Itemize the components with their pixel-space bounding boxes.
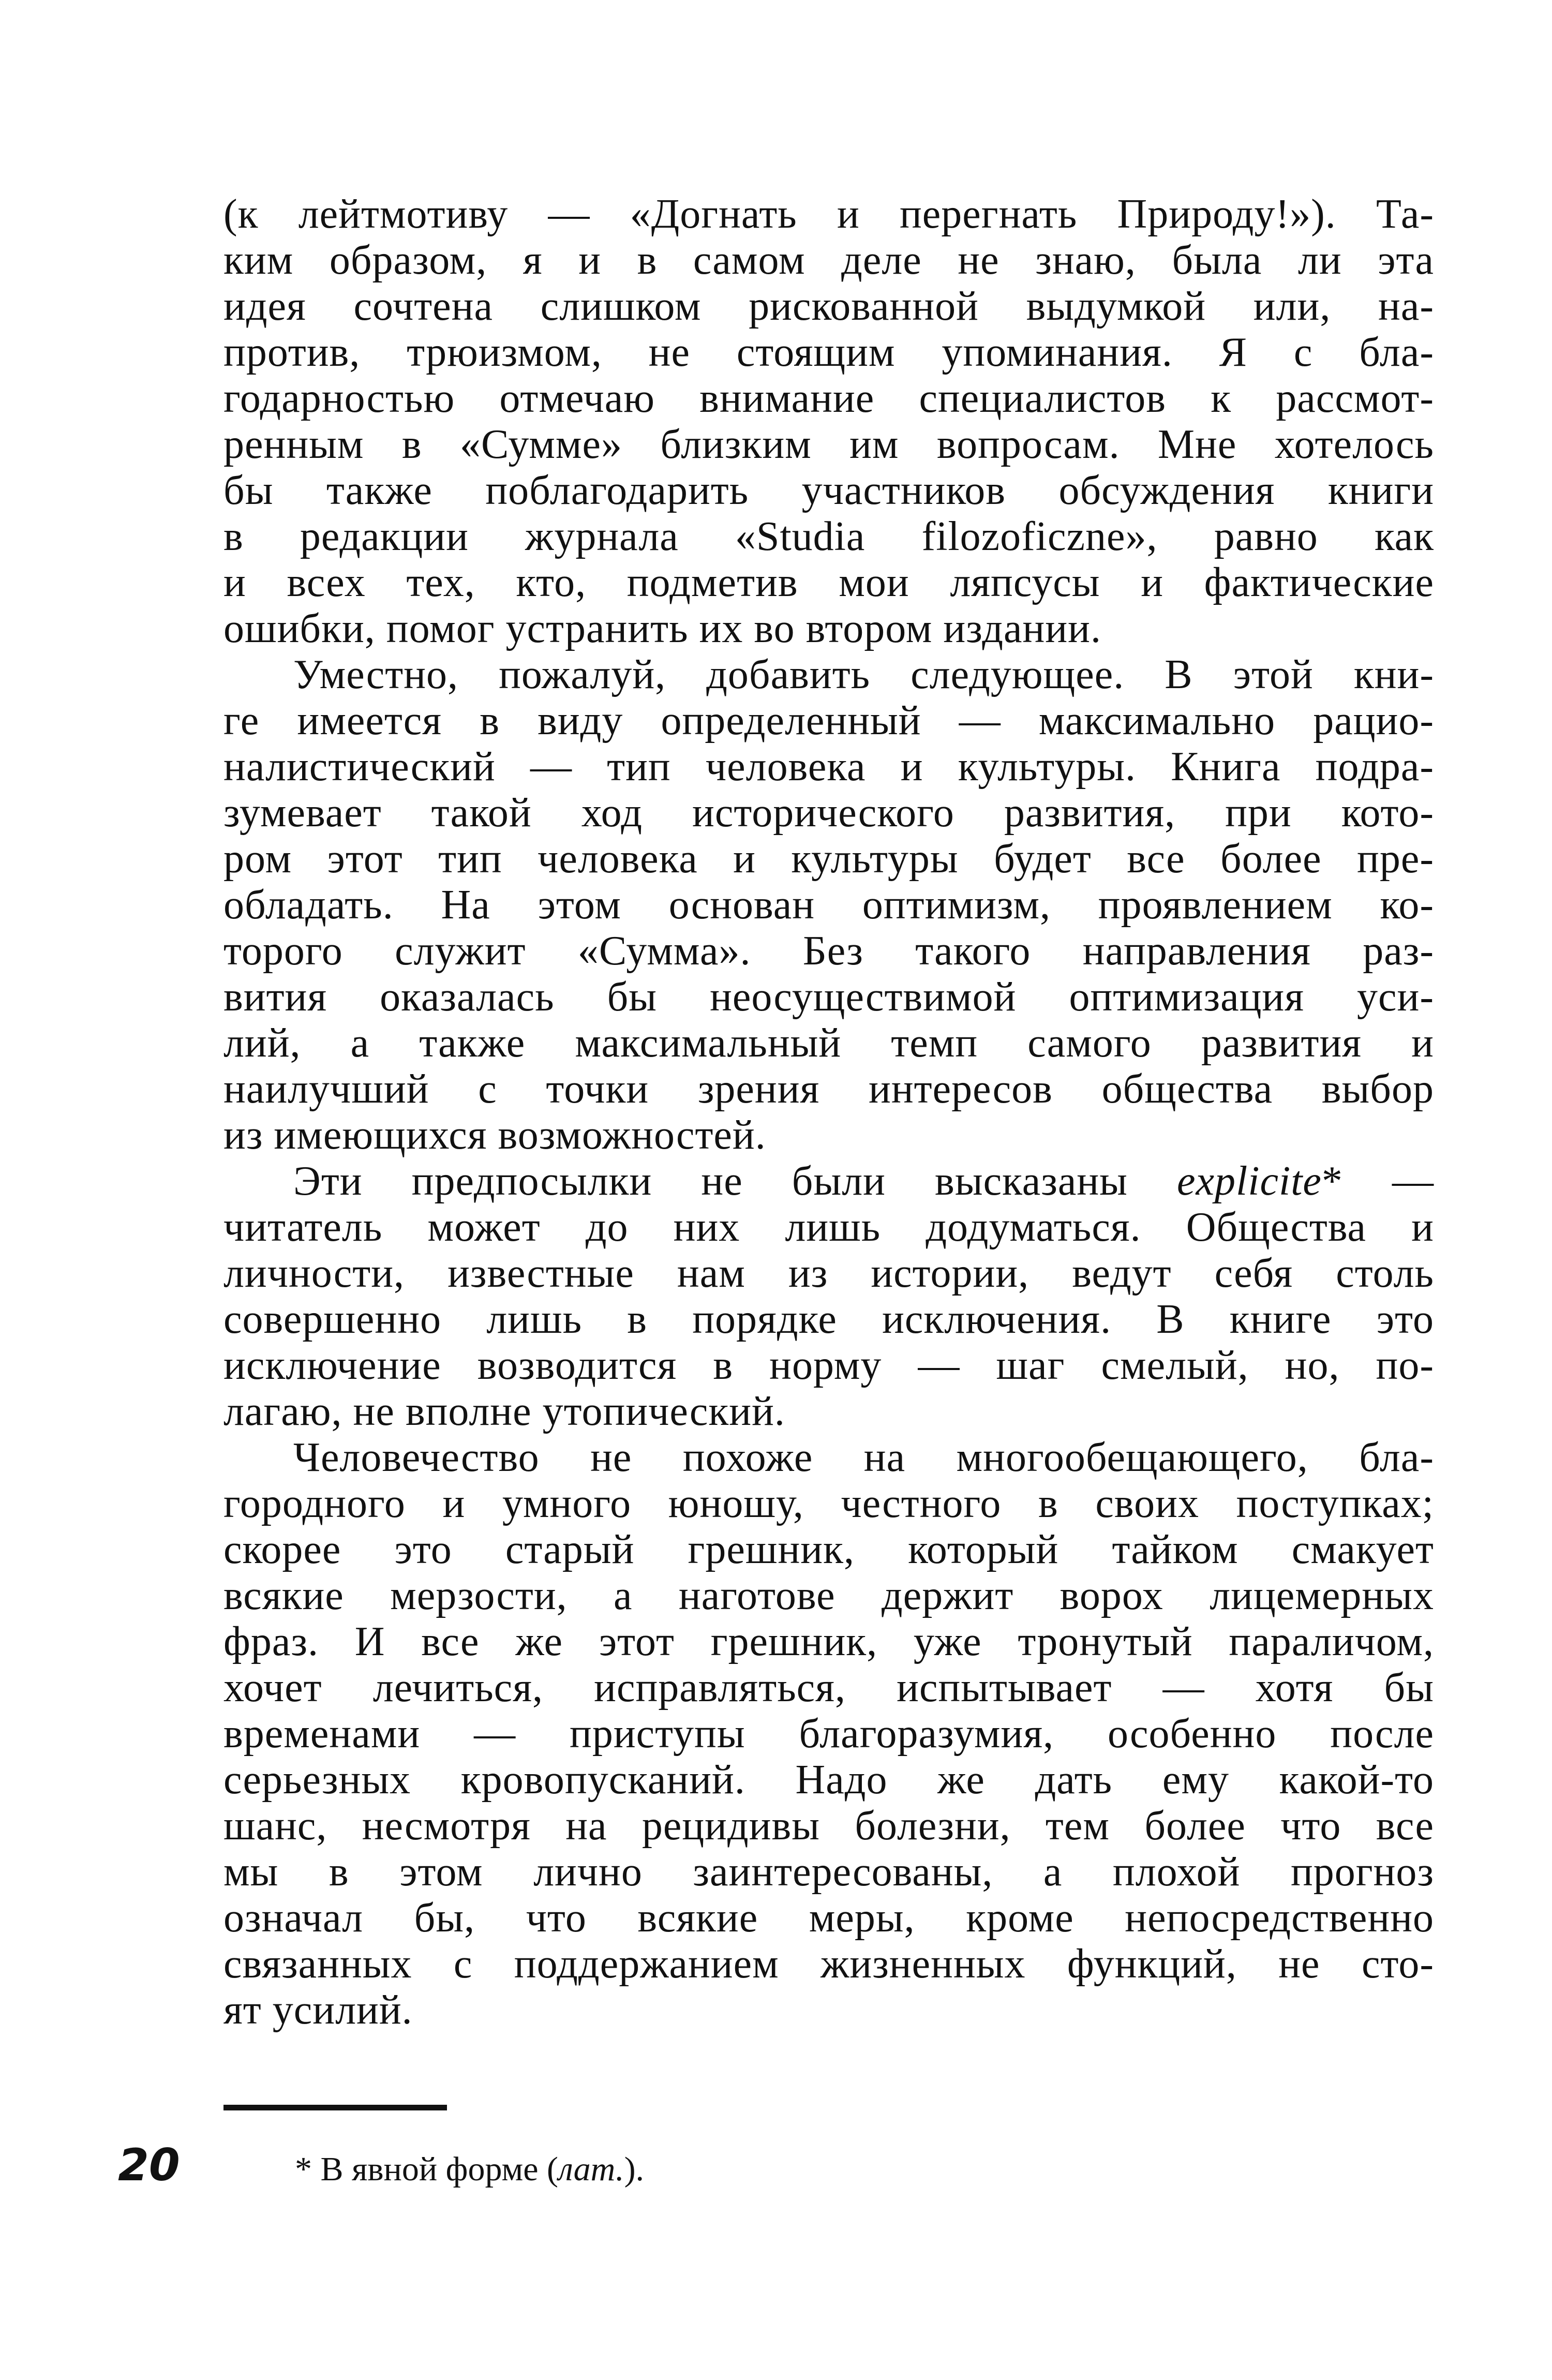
text-line: лий, а также максимальный темп самого развития и (223, 1020, 1434, 1066)
text-line: всякие мерзости, а наготове держит ворох лицемерных (223, 1573, 1434, 1618)
paragraph (223, 1158, 1434, 1435)
text-line: торого служит «Сумма». Без такого направления раз- (223, 928, 1434, 974)
footnote-separator (223, 2105, 447, 2110)
text-line: означал бы, что всякие меры, кроме непосредственно (223, 1895, 1434, 1941)
text-line: серьезных кровопусканий. Надо же дать ему какой-то (223, 1757, 1434, 1803)
text-line: налистический — тип человека и культуры. Книга подра- (223, 744, 1434, 790)
text-line: совершенно лишь в порядке исключения. В книге это (223, 1297, 1434, 1342)
text-line: вития оказалась бы неосуществимой оптимизация уси- (223, 974, 1434, 1020)
page-number: 20 (118, 2139, 180, 2191)
text-line: Человечество не похоже на многообещающего, бла- (293, 1435, 1434, 1480)
footnote-end: ). (624, 2150, 645, 2188)
text-line: зумевает такой ход исторического развития, при кото- (223, 790, 1434, 836)
text-line: читатель может до них лишь додуматься. Общества и (223, 1204, 1434, 1250)
text-line: годарностью отмечаю внимание специалистов к рассмот- (223, 376, 1434, 421)
text-line: (к лейтмотиву — «Догнать и перегнать Природу!»). Та- (223, 191, 1434, 237)
text-line: обладать. На этом основан оптимизм, проявлением ко- (223, 882, 1434, 928)
text-line: против, трюизмом, не стоящим упоминания. Я с бла- (223, 330, 1434, 375)
text-line: городного и умного юношу, честного в своих поступках; (223, 1481, 1434, 1526)
text-line: из имеющихся возможностей. (223, 1112, 766, 1158)
text-line: лагаю, не вполне утопический. (223, 1389, 785, 1434)
text-line: связанных с поддержанием жизненных функций, не сто- (223, 1941, 1434, 1987)
paragraph (223, 1435, 1434, 2033)
text-line: ренным в «Сумме» близким им вопросам. Мне хотелось (223, 422, 1434, 467)
text-line: ят усилий. (223, 1987, 413, 2033)
text-line: идея сочтена слишком рискованной выдумкой или, на- (223, 284, 1434, 329)
text-line: в редакции журнала «Studia filozoficzne», равно как (223, 514, 1434, 559)
footnote-abbreviation: лат. (558, 2150, 624, 2188)
latin-term: explicite (1176, 1158, 1322, 1204)
body-text (223, 191, 1434, 2033)
text-line: ге имеется в виду определенный — максимально рацио- (223, 698, 1434, 743)
text-line: временами — приступы благоразумия, особенно после (223, 1711, 1434, 1757)
text-line: шанс, несмотря на рецидивы болезни, тем более что все (223, 1803, 1434, 1849)
paragraph (223, 652, 1434, 1158)
text-line: бы также поблагодарить участников обсуждения книги (223, 468, 1434, 513)
text-line: ром этот тип человека и культуры будет все более пре- (223, 836, 1434, 882)
text-line: ошибки, помог устранить их во втором издании. (223, 606, 1101, 651)
text-line: хочет лечиться, исправляться, испытывает — хотя бы (223, 1665, 1434, 1710)
text-line: мы в этом лично заинтересованы, а плохой прогноз (223, 1849, 1434, 1895)
text-line: Уместно, пожалуй, добавить следующее. В этой кни- (293, 652, 1434, 697)
text-line: Эти предпосылки не были высказаны explicite* — (293, 1158, 1434, 1204)
text-line: личности, известные нам из истории, ведут себя столь (223, 1251, 1434, 1296)
text-line: ким образом, я и в самом деле не знаю, была ли эта (223, 237, 1434, 283)
text-line: исключение возводится в норму — шаг смелый, но, по- (223, 1343, 1434, 1388)
text-line: и всех тех, кто, подметив мои ляпсусы и фактические (223, 560, 1434, 605)
paragraph (223, 191, 1434, 652)
text-line: фраз. И все же этот грешник, уже тронутый параличом, (223, 1619, 1434, 1664)
text-line: наилучший с точки зрения интересов общества выбор (223, 1066, 1434, 1112)
footnote (295, 2146, 644, 2193)
text-line: скорее это старый грешник, который тайком смакует (223, 1527, 1434, 1572)
footnote-text: * В явной форме ( (295, 2150, 558, 2188)
